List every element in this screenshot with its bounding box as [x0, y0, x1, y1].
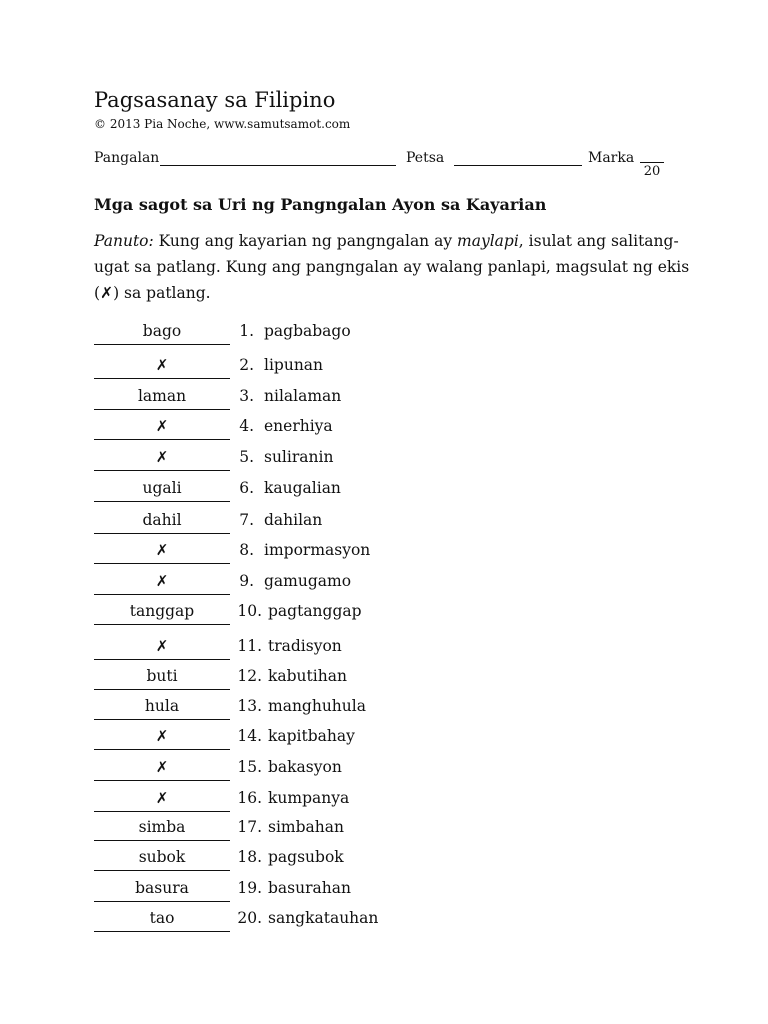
item-number: 16.: [237, 789, 262, 807]
answer-text: subok: [138, 848, 186, 866]
item-number: 11.: [237, 637, 262, 655]
item-word: pagtanggap: [268, 602, 362, 620]
item-word: kumpanya: [268, 789, 350, 807]
item-number: 19.: [237, 879, 262, 897]
page-title: Pagsasanay sa Filipino: [94, 88, 336, 112]
item-word: manghuhula: [268, 697, 366, 715]
list-item: [94, 848, 514, 872]
item-number: 18.: [237, 848, 262, 866]
list-item: [94, 637, 514, 661]
answer-blank: [94, 818, 230, 841]
answer-text: simba: [138, 818, 186, 836]
item-number: 17.: [237, 818, 262, 836]
x-mark-icon: ✗: [155, 572, 169, 590]
answer-blank: [94, 879, 230, 902]
list-item: [94, 541, 514, 565]
answer-text: hula: [144, 697, 180, 715]
answer-blank: [94, 848, 230, 871]
list-item: [94, 727, 514, 751]
item-word: tradisyon: [268, 637, 342, 655]
item-number: 9.: [239, 572, 254, 590]
x-mark-icon: ✗: [155, 727, 169, 745]
list-item: [94, 667, 514, 691]
answer-blank: [94, 789, 230, 812]
x-mark-icon: ✗: [155, 356, 169, 374]
answer-blank: [94, 356, 230, 379]
list-item: [94, 879, 514, 903]
name-blank: [160, 165, 396, 166]
x-mark-icon: ✗: [155, 789, 169, 807]
answer-text: ugali: [142, 479, 182, 497]
list-item: [94, 417, 514, 441]
item-word: enerhiya: [264, 417, 333, 435]
answer-blank: [94, 637, 230, 660]
answer-blank: [94, 387, 230, 410]
list-item: [94, 789, 514, 813]
item-number: 6.: [239, 479, 254, 497]
item-number: 5.: [239, 448, 254, 466]
list-item: [94, 697, 514, 721]
answer-text: buti: [146, 667, 178, 685]
item-word: kapitbahay: [268, 727, 355, 745]
item-number: 7.: [239, 511, 254, 529]
item-number: 14.: [237, 727, 262, 745]
list-item: [94, 511, 514, 535]
answer-blank: [94, 727, 230, 750]
item-word: gamugamo: [264, 572, 352, 590]
answer-blank: [94, 322, 230, 345]
item-number: 13.: [237, 697, 262, 715]
item-number: 1.: [239, 322, 254, 340]
list-item: [94, 758, 514, 782]
copyright-notice: © 2013 Pia Noche, www.samutsamot.com: [94, 117, 351, 131]
item-word: kaugalian: [264, 479, 341, 497]
directions-text-2: , isulat ang salitang-ugat sa patlang. Kung ang pangngalan ay walang panlapi, magsulat ng ekis (: [94, 232, 690, 302]
answer-blank: [94, 758, 230, 781]
answer-blank: [94, 448, 230, 471]
x-mark-icon: ✗: [100, 284, 114, 302]
item-word: lipunan: [264, 356, 324, 374]
list-item: [94, 387, 514, 411]
item-number: 2.: [239, 356, 254, 374]
answer-blank: [94, 602, 230, 625]
answer-blank: [94, 541, 230, 564]
list-item: [94, 322, 514, 346]
item-word: nilalaman: [264, 387, 342, 405]
item-word: sangkatauhan: [268, 909, 379, 927]
date-blank: [454, 165, 582, 166]
answer-blank: [94, 697, 230, 720]
list-item: [94, 479, 514, 503]
score-label: Marka: [588, 150, 635, 166]
score-denominator: 20: [640, 162, 664, 179]
list-item: [94, 356, 514, 380]
item-word: dahilan: [264, 511, 323, 529]
answer-text: basura: [135, 879, 189, 897]
directions-text-3: ) sa patlang.: [113, 284, 211, 302]
answer-blank: [94, 479, 230, 502]
answer-blank: [94, 511, 230, 534]
answer-blank: [94, 572, 230, 595]
list-item: [94, 909, 514, 933]
item-word: suliranin: [264, 448, 334, 466]
date-label: Petsa: [406, 150, 445, 166]
answer-blank: [94, 417, 230, 440]
item-word: pagbabago: [264, 322, 351, 340]
item-word: pagsubok: [268, 848, 344, 866]
name-label: Pangalan: [94, 150, 160, 166]
item-word: bakasyon: [268, 758, 342, 776]
answer-text: tao: [149, 909, 175, 927]
list-item: [94, 818, 514, 842]
item-word: impormasyon: [264, 541, 371, 559]
x-mark-icon: ✗: [155, 448, 169, 466]
item-number: 8.: [239, 541, 254, 559]
directions-lead: Panuto:: [94, 232, 154, 250]
item-number: 10.: [237, 602, 262, 620]
directions-text-1: Kung ang kayarian ng pangngalan ay: [153, 232, 458, 250]
x-mark-icon: ✗: [155, 758, 169, 776]
answer-text: laman: [137, 387, 187, 405]
x-mark-icon: ✗: [155, 541, 169, 559]
item-word: simbahan: [268, 818, 344, 836]
section-heading: Mga sagot sa Uri ng Pangngalan Ayon sa Kayarian: [94, 195, 547, 214]
item-number: 12.: [237, 667, 262, 685]
item-number: 4.: [239, 417, 254, 435]
answer-blank: [94, 909, 230, 932]
list-item: [94, 448, 514, 472]
item-number: 3.: [239, 387, 254, 405]
answer-blank: [94, 667, 230, 690]
student-info-line: [94, 150, 694, 180]
directions: [94, 228, 694, 306]
directions-emphasis: maylapi: [457, 232, 519, 250]
answer-text: dahil: [142, 511, 182, 529]
item-number: 20.: [237, 909, 262, 927]
x-mark-icon: ✗: [155, 637, 169, 655]
list-item: [94, 572, 514, 596]
item-number: 15.: [237, 758, 262, 776]
item-word: basurahan: [268, 879, 351, 897]
x-mark-icon: ✗: [155, 417, 169, 435]
answer-text: tanggap: [129, 602, 195, 620]
list-item: [94, 602, 514, 626]
answer-text: bago: [142, 322, 182, 340]
item-word: kabutihan: [268, 667, 347, 685]
